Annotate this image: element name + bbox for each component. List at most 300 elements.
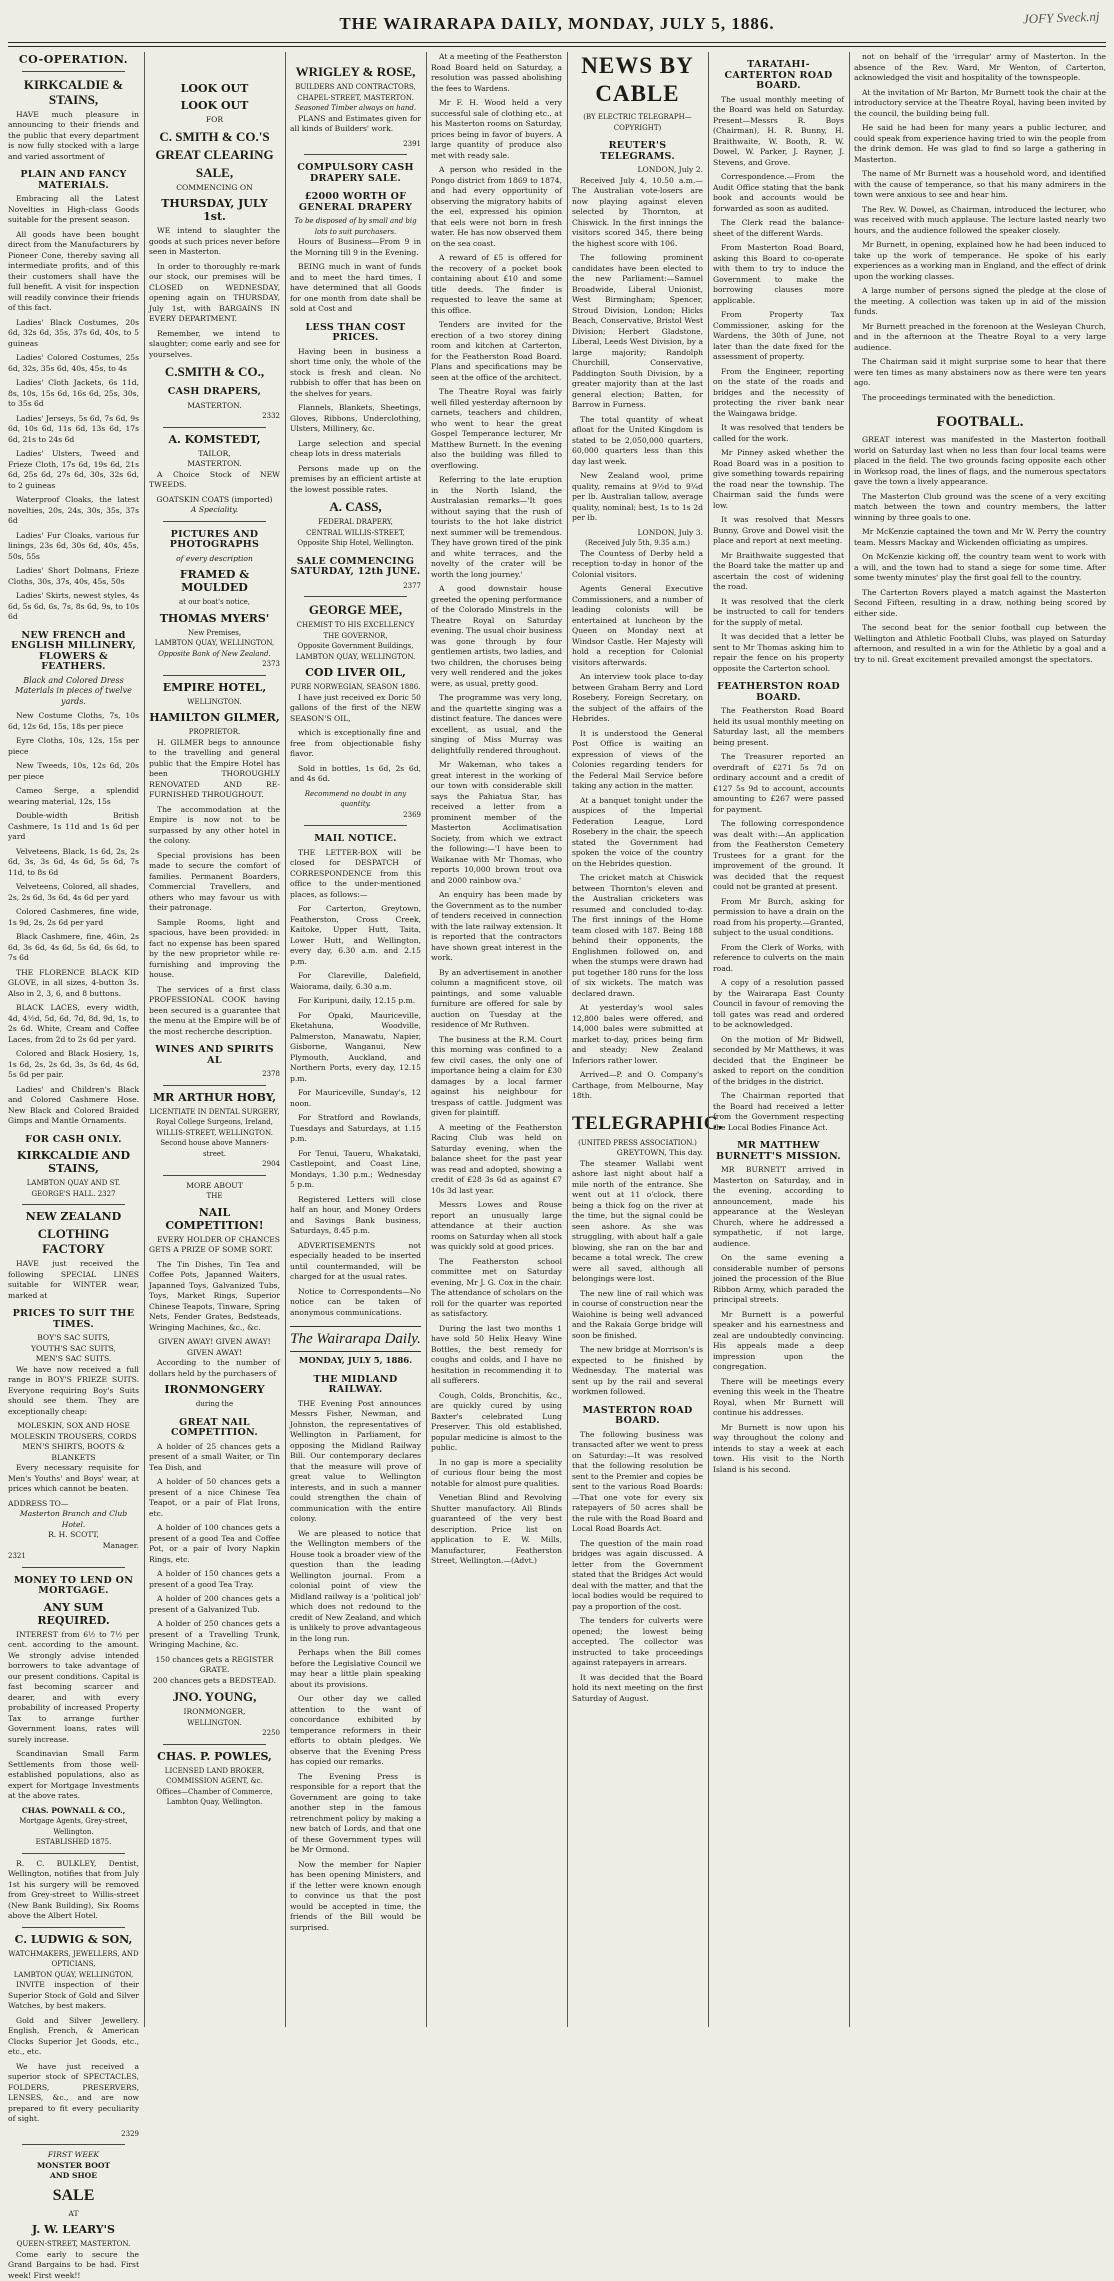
cable-text: New Zealand wool, prime quality, remains at 9½d to 9¼d per lb. Australian tallow, average quality, nominal; best, 1s to 1s 2d per lb.	[572, 471, 703, 524]
masthead-title: THE WAIRARAPA DAILY, MONDAY, JULY 5, 1886.	[8, 14, 1106, 42]
news-para: Venetian Blind and Revolving Shutter manufactory. All Blinds guaranteed of the very best description. Price list on application to E. W. Mills, Manufacturer, Featherston Street, Wellington.—(Advt.)	[431, 1493, 562, 1567]
commencing: COMMENCING ON	[149, 183, 280, 194]
news-para: Mr F. H. Wood held a very successful sale of clothing etc., at his Masterton rooms on Saturday, prices being in favor of buyers. A large quantity of produce also met with ready sale.	[431, 98, 562, 161]
mail-text-9: Registered Letters will close half an hour, and Money Orders and Savings Bank business, Saturdays, 8.45 p.m.	[290, 1195, 421, 1237]
news-para: Mr Wakeman, who takes a great interest in the working of our town with considerable skill says the Pahiatua Star, has received a letter from a prominent member of the Masterton Acclimatisation Society, from which we extract the following:—'I have been to Waikanae with Mr Thomas, who reports 10,000 brown trout ova and 2000 rainbow ova.'	[431, 760, 562, 886]
flannels: Flannels, Blankets, Sheetings, Gloves, Ribbons, Underclothing, Ulsters, Millinery, &c.	[290, 403, 421, 435]
fr-text: On the motion of Mr Bidwell, seconded by Mr Matthews, it was decided that the Engineer be asked to report on the condition of the bridges in the district.	[713, 1035, 844, 1088]
kirkcaldie-heading-2: KIRKCALDIE AND STAINS,	[8, 1149, 139, 1175]
column-4	[431, 52, 562, 2027]
chapel-street: CHAPEL-STREET, MASTERTON.	[290, 93, 421, 104]
price-item: Ladies' Skirts, newest styles, 4s 6d, 5s 6d, 6s, 7s, 8s 6d, 9s, to 10s 6d	[8, 591, 139, 623]
burnett-text: Mr Burnett is a powerful speaker and his earnestness and zeal are undoubtedly convincing. His appeals made a deep impression upon the congregation.	[713, 1310, 844, 1373]
news-para: Cough, Colds, Bronchitis, &c., are quickly cured by using Baxter's celebrated Lung Preserver. This old established, popular medicine is almost to the public.	[431, 1391, 562, 1454]
given-away-2: GIVEN AWAY!	[149, 1348, 280, 1359]
news-para: A good downstair house greeted the opening performance of the Colorado Minstrels in the Theatre Royal on Saturday evening. The usual choir business was gone through by four gentlemen artists, two ladies, and two children, the choruses being very well rendered and the jokes were, as usual, pretty good.	[431, 584, 562, 689]
rb-text: The tenders for culverts were opened; the lowest being accepted. The collector was instructed to take proceedings against ratepayers in arrears.	[572, 1616, 703, 1669]
taratahi-heading: TARATAHI-CARTERTON ROAD BOARD.	[713, 60, 844, 92]
rb-text: The following business was transacted after we went to press on Saturday:—It was resolved that the following resolution be sent to the Premier and copies be sent to the various Road Boards:—That one vote for every six ratepayers of 50 acres shall be the rule with the Road Board and Local Road Boards Act.	[572, 1430, 703, 1535]
licensed: LICENSED LAND BROKER,	[149, 1766, 280, 1777]
price-item: Black Cashmere, fine, 46in, 2s 6d, 3s 6d, 4s 6d, 5s 6d, 6s 6d, to 7s 6d	[8, 932, 139, 964]
football-text: GREAT interest was manifested in the Masterton football world on Saturday last when no less than four local teams were placed in the field. The two grounds facing opposite each other in Worksop road, the lines of flags, and the numerous spectators gave the town a lively appearance.	[854, 435, 1106, 488]
worth: £2000 WORTH OF GENERAL DRAPERY	[290, 192, 421, 213]
divider	[22, 1567, 125, 1568]
ironmonger: IRONMONGER,	[149, 1707, 280, 1718]
burnett-cont: The name of Mr Burnett was a household word, and identified with the cause of temperance, so that his many admirers in the town were anxious to see and hear him.	[854, 169, 1106, 201]
cass-opposite: Opposite Ship Hotel, Wellington.	[290, 538, 421, 549]
sale-commencing: SALE COMMENCING SATURDAY, 12th JUNE.	[290, 557, 421, 578]
price-item: Velveteens, Colored, all shades, 2s, 2s 6d, 3s 6d, 4s 6d per yard	[8, 882, 139, 903]
football-text: The Carterton Rovers played a match against the Masterton Second Fifteen, resulting in a draw, nothing being scored by either side.	[854, 588, 1106, 620]
fr-text: The Chairman reported that the Board had received a letter from the Government respecting the Local Bodies Finance Act.	[713, 1091, 844, 1133]
chemist: CHEMIST TO HIS EXCELLENCY THE GOVERNOR,	[290, 620, 421, 641]
burnett-cont: He said he had been for many years a public lecturer, and could speak from experience having tried to win the people from the drink demon. He was glad to find so large a gathering in Masterton.	[854, 123, 1106, 165]
price-item: Colored Cashmeres, fine wide, 1s 9d, 2s, 2s 6d per yard	[8, 907, 139, 928]
news-para: The business at the R.M. Court this morning was confined to a few civil cases, the only one of importance being a claim for £30 damages by a local farmer against his neighbour for trespass of cattle. Judgment was given for plaintiff.	[431, 1035, 562, 1119]
paper-date: MONDAY, JULY 5, 1886.	[290, 1356, 421, 1367]
glove-text: THE FLORENCE BLACK KID GLOVE, in all sizes, 4-button 3s. Also in 2, 3, 6, and 8 buttons.	[8, 968, 139, 1000]
mail-text-3: For Clareville, Dalefield, Waiorama, daily, 6.30 a.m.	[290, 971, 421, 992]
smith-heading-2: C.SMITH & CO.,	[149, 364, 280, 379]
moleskin-line-2: MOLESKIN TROUSERS, CORDS	[8, 1432, 139, 1443]
framed: FRAMED & MOULDED	[149, 568, 280, 594]
dress-materials: Black and Colored Dress Materials in pieces of twelve yards.	[8, 676, 139, 708]
scott-title: Manager.	[8, 1541, 139, 1552]
gilmer-text-5: The services of a first class PROFESSIONAL COOK having been secured is a guarantee that the menu at the Empire will be of the most recherche description.	[149, 985, 280, 1038]
holder-5: A holder of 200 chances gets a present of a Galvanized Tub.	[149, 1594, 280, 1615]
cable-text: The Countess of Derby held a reception to-day in honor of the Colonial visitors.	[572, 549, 703, 581]
adverts-2: Notice to Correspondents—No notice can be taken of anonymous communications.	[290, 1287, 421, 1319]
column-divider	[567, 52, 568, 2027]
tc-text: The usual monthly meeting of the Board was held on Saturday. Present—Messrs R. Boys (Chairman), H. R. Bunny, H. Braithwaite, W. Booth, R. W. Dowel, W. Parker, J. Rayner, J. Stevens, and Grove.	[713, 95, 844, 169]
compulsory: COMPULSORY CASH DRAPERY SALE.	[290, 163, 421, 184]
divider	[22, 1853, 125, 1854]
wines-number: 2378	[149, 1069, 280, 1080]
news-para: A person who resided in the Pongo district from 1869 to 1874, and had every opportunity of observing the migratory habits of the eel, expressed his opinion that eels were not born in fresh water. He has now observed them on the sea coast.	[431, 165, 562, 249]
seasoned: Seasoned Timber always on hand.	[290, 103, 421, 114]
mail-text-5: For Opaki, Mauriceville, Eketahuna, Woodville, Palmerston, Manawatu, Napier, Gisborne, Wanganui, New Plymouth, Auckland, and Northern Ports, every day, 12.15 p.m.	[290, 1011, 421, 1085]
tele-text: The new line of rail which was in course of construction near the Waiohine is being well advanced and the Rakaia Gorge bridge will soon be finished.	[572, 1289, 703, 1342]
divider	[22, 2144, 125, 2145]
george-opposite: Opposite Government Buildings,	[290, 641, 421, 652]
column-divider	[426, 52, 427, 2027]
recommend-number: 2369	[290, 810, 421, 821]
price-item: New Tweeds, 10s, 12s 6d, 20s per piece	[8, 761, 139, 782]
news-para: An enquiry has been made by the Government as to the number of tenders received in connection with the late railway extension. It is reported that the contractors have shown great interest in the work.	[431, 890, 562, 964]
lace-text: BLACK LACES, every width, 4d, 4½d, 5d, 6d, 7d, 8d, 9d, 1s, to 2s 6d. White, Cream and Coffee Laces, from 2d to 2s 6d per yard.	[8, 1003, 139, 1045]
greytown-date: GREYTOWN, This day.	[572, 1148, 703, 1159]
holder-2: A holder of 50 chances gets a present of a nice Chinese Tea Teapot, or a pair of Flat Irons, etc.	[149, 1477, 280, 1519]
masterton-rb-heading: MASTERTON ROAD BOARD.	[572, 1406, 703, 1427]
column-divider	[849, 52, 850, 2027]
masthead-rule-thin	[8, 46, 1106, 47]
news-para: Tenders are invited for the erection of a two storey dining room and kitchen at Carterton, for the Featherston Road Board. Plans and specifications may be seen at the office of the architect.	[431, 320, 562, 383]
cable-text: The total quantity of wheat afloat for the United Kingdom is stated to be 2,050,000 quarters, 60,000 quarters less than this day last week.	[572, 415, 703, 468]
mail-text-2: For Carterton, Greytown, Featherston, Cross Creek, Kaitoke, Upper Hutt, Taita, Lower Hutt, and Wellington, every day, 6.30 a.m. and 2.15 p.m.	[290, 904, 421, 967]
masterton-branch: Masterton Branch and Club Hotel.	[8, 1509, 139, 1530]
address-to: ADDRESS TO—	[8, 1499, 139, 1510]
disposed: To be disposed of by small and big lots to suit purchasers.	[290, 216, 421, 237]
at-label: AT	[8, 2209, 139, 2220]
cable-text: An interview took place to-day between Graham Berry and Lord Rosebery, Foreign Secretary, on the subject of the affairs of the Hebrides.	[572, 672, 703, 725]
column-3	[290, 52, 421, 2027]
burnett-cont: The proceedings terminated with the benediction.	[854, 393, 1106, 404]
divider	[163, 521, 266, 522]
midland-text-3: Perhaps when the Bill comes before the Legislative Council we may hear a little plain speaking about its provisions.	[290, 1648, 421, 1690]
offices: Offices—Chamber of Commerce, Lambton Quay, Wellington.	[149, 1787, 280, 1808]
tc-text: The Clerk read the balance-sheet of the different Wards.	[713, 218, 844, 239]
football-text: The second beat for the senior football cup between the Wellington and Athletic Football Clubs, was played on Saturday afternoon, and resulted in a win for the Athletic by a goal and a try to nil. Great excitement prevailed amongst the spectators.	[854, 623, 1106, 665]
midland-text-4: Our other day we called attention to the want of concordance exhibited by temperance reformers in their efforts to obtain pledges. We observe that the Evening Press has copied our remarks.	[290, 1694, 421, 1768]
commission: COMMISSION AGENT, &c.	[149, 1776, 280, 1787]
ludwig-sub: WATCHMAKERS, JEWELLERS, AND OPTICIANS,	[8, 1949, 139, 1970]
football-text: On McKenzie kicking off, the country team went to work with a will, and the town had to stand a siege for some time. After some twenty minutes' play the first goal fell to the country.	[854, 552, 1106, 584]
fr-text: The following correspondence was dealt with:—An application from the Featherston Cemetery Trustees for a grant for the improvement of the ground. It was decided that the request could not be granted at present.	[713, 819, 844, 893]
hamilton-gilmer: HAMILTON GILMER,	[149, 711, 280, 724]
midland-heading: THE MIDLAND RAILWAY.	[290, 1375, 421, 1396]
leary-heading: J. W. LEARY'S	[8, 2223, 139, 2236]
holder-3: A holder of 100 chances gets a present of a good Tea and Coffee Pot, or a pair of Ivory Napkin Rings, etc.	[149, 1523, 280, 1565]
young-number: 2250	[149, 1728, 280, 1739]
kirkcaldie-address: LAMBTON QUAY AND ST. GEORGE'S HALL. 2327	[8, 1178, 139, 1199]
shortest: at our boat's notice,	[149, 597, 280, 608]
mens-suits: MEN'S SAC SUITS.	[8, 1354, 139, 1365]
news-para: A meeting of the Featherston Racing Club was held on Saturday evening, when the balance sheet for the past year was read and adopted, showing a credit of £28 3s 6d as against £7 10s 3d last year.	[431, 1123, 562, 1197]
fr-text: The Featherston Road Board held its usual monthly meeting on Saturday last, all the members being present.	[713, 706, 844, 748]
news-para: The Featherston school committee met on Saturday evening, Mr J. G. Cox in the chair. The attendance of scholars on the roll for the quarter was reported as satisfactory.	[431, 1257, 562, 1320]
clothing-factory-heading: CLOTHING FACTORY	[8, 1226, 139, 1256]
cash-drapers: CASH DRAPERS,	[149, 387, 280, 398]
sale-word: SALE,	[149, 165, 280, 180]
proprietor: PROPRIETOR.	[149, 727, 280, 738]
burnett-cont: Mr Burnett, in opening, explained how he had been induced to take up the work of temperance. He spoke of his early experiences as a working man in England, and the effect of drink upon the working classes.	[854, 240, 1106, 282]
plain-fancy-heading: PLAIN AND FANCY MATERIALS.	[8, 170, 139, 191]
burnett-cont: The Rev. W. Dowel, as Chairman, introduced the lecturer, who was received with much applause. The lecture lasted nearly two hours, and the audience followed the speaker closely.	[854, 205, 1106, 237]
moleskin-line: MOLESKIN, SOX AND HOSE	[8, 1421, 139, 1432]
burnett-text: MR BURNETT arrived in Masterton on Saturday, and in the evening, according to announcement, made his appearance at the Wesleyan Church, where he addressed a sympathetic, if not large, audience.	[713, 1165, 844, 1249]
cass-number: 2377	[290, 581, 421, 592]
federal: FEDERAL DRAPERY,	[290, 517, 421, 528]
burnett-text: Mr Burnett is now upon his way throughout the colony and intends to stay a week at each town. His visit to the North Island is his second.	[713, 1423, 844, 1476]
mail-text-7: For Stratford and Rowlands, Tuesdays and Saturdays, at 1.15 p.m.	[290, 1113, 421, 1145]
having: Having been in business a short time only, the whole of the stock is fresh and clean. No rubbish to offer that has been on the shelves for years.	[290, 347, 421, 400]
bulkley-text: R. C. BULKLEY, Dentist, Wellington, notifies that from July 1st his surgery will be removed from Grey-street to Willis-street (New Bank Building), Six Rooms above the Albert Hotel.	[8, 1859, 139, 1922]
cable-text: The cricket match at Chiswick between Thornton's eleven and the Australian cricketers was resumed and concluded to-day. The first innings of the Home team closed with 187. Being 188 behind their opponents, the Englishmen followed on, and when the stumps were drawn had put together 180 runs for the loss of six wickets. The match was declared drawn.	[572, 873, 703, 999]
tc-text: From Property Tax Commissioner, asking for the Wardens, the 30th of June, not later than the date fixed for the assessment of property.	[713, 310, 844, 363]
speciality: A Speciality.	[149, 505, 280, 516]
crape-text: Ladies' and Children's Black and Colored Cashmere Hose. New Black and Colored Braided Gimps and Mantle Ornaments.	[8, 1085, 139, 1127]
factory-text-2: We have now received a full range in BOY'S FRIEZE SUITS. Everyone requiring Boy's Suits should see them. They are exceptionally cheap:	[8, 1365, 139, 1418]
money-heading: MONEY TO LEND ON MORTGAGE.	[8, 1576, 139, 1597]
boys-suits: BOY'S SAC SUITS,	[8, 1333, 139, 1344]
burnett-cont: At the invitation of Mr Barton, Mr Burnett took the chair at the introductory service at the Theatre Royal, having been invited by the council, the building being full.	[854, 88, 1106, 120]
look-out-2: LOOK OUT	[149, 99, 280, 112]
smith-heading: C. SMITH & CO.'S	[149, 129, 280, 144]
masterton-town: MASTERTON.	[149, 401, 280, 412]
embracing-text: Embracing all the Latest Novelties in High-class Goods suitable for the present season.	[8, 194, 139, 226]
thursday: THURSDAY, JULY 1st.	[149, 197, 280, 223]
burnett-text: There will be meetings every evening this week in the Theatre Royal, when Mr Burnett will continue his addresses.	[713, 1377, 844, 1419]
chances: 150 chances gets a REGISTER GRATE.	[149, 1655, 280, 1676]
divider	[163, 675, 266, 676]
tc-text: It was decided that a letter be sent to Mr Thomas asking him to repair the fence on his property opposite the Carterton school.	[713, 632, 844, 674]
tc-text: From the Engineer, reporting on the state of the roads and bridges and the necessity of protecting the river bank near the Waingawa bridge.	[713, 367, 844, 420]
hoby-text: LICENTIATE IN DENTAL SURGERY,	[149, 1107, 280, 1118]
price-item: Ladies' Ulsters, Tweed and Frieze Cloth, 17s 6d, 19s 6d, 21s 6d, 25s 6d, 27s 6d, 30s, 32s 6d, to 2 guineas	[8, 449, 139, 491]
powles-heading: CHAS. P. POWLES,	[149, 1750, 280, 1763]
tc-text: Mr Pinney asked whether the Road Board was in a position to give something towards repairing the road near the township. The Chairman said the funds were low.	[713, 448, 844, 511]
first-week: FIRST WEEK	[8, 2150, 139, 2161]
rb-text: It was decided that the Board hold its next meeting on the first Saturday of August.	[572, 1673, 703, 1705]
sold: Sold in bottles, 1s 6d, 2s 6d, and 4s 6d.	[290, 764, 421, 785]
column-divider	[708, 52, 709, 2027]
football-text: Mr McKenzie captained the town and Mr W. Perry the country team. Messrs Mackay and Wickenden officiating as umpires.	[854, 527, 1106, 548]
cod-text: I have just received ex Doric 50 gallons of the first of the NEW SEASON'S OIL,	[290, 693, 421, 725]
being: BEING much in want of funds and to meet the hard times, I have determined that all Goods for one month from date shall be sold at Cost and	[290, 262, 421, 315]
news-para: In no gap is more a speciality of curious flour being the most notable for almost pure qualities.	[431, 1458, 562, 1490]
cable-text: At a banquet tonight under the auspices of the Imperial Federation League, Lord Rosebery in the chair, the speech stated the Government had spoken the voice of the country on the Hebrides question.	[572, 796, 703, 870]
scott-number: 2321	[8, 1551, 139, 1562]
myers-number: 2373	[149, 659, 280, 670]
news-para: A reward of £5 is offered for the recovery of a pocket book containing about £10 and some title deeds. The finder is requested to leave the same at this office.	[431, 253, 562, 316]
football-text: The Masterton Club ground was the scene of a very exciting match between the town and country members, the latter winning by three goals to one.	[854, 492, 1106, 524]
price-item: Velveteens, Black, 1s 6d, 2s, 2s 6d, 3s, 3s 6d, 4s 6d, 5s 6d, 7s 11d, to 8s 6d	[8, 847, 139, 879]
holder-6: A holder of 250 chances gets a present of a Travelling Trunk, Wringing Machine, &c.	[149, 1619, 280, 1651]
empire-town: WELLINGTON.	[149, 697, 280, 708]
news-by-cable-heading: NEWS BY CABLE	[572, 52, 703, 108]
price-item: Cameo Serge, a splendid wearing material, 12s, 15s	[8, 786, 139, 807]
pictures: PICTURES AND PHOTOGRAPHS	[149, 530, 280, 551]
chances-2: 200 chances gets a BEDSTEAD.	[149, 1676, 280, 1687]
cable-text: It is understood the General Post Office is waiting an expression of views of the Colonies regarding tenders for the Federal Mail Service before taking any action in the matter.	[572, 729, 703, 792]
lambton: LAMBTON QUAY, WELLINGTON,	[149, 638, 280, 649]
in-order: In order to thoroughly re-mark our stock, our premises will be CLOSED on WEDNESDAY, opening again on THURSDAY, July 1st, with BARGAINS IN EVERY DEPARTMENT.	[149, 262, 280, 325]
tc-text: From Masterton Road Board, asking this Board to co-operate with them to try to induce the Government to make the borrowing clauses more applicable.	[713, 243, 844, 306]
recommend: Recommend no doubt in any quantity.	[290, 789, 421, 810]
komstedt: A. KOMSTEDT,	[149, 433, 280, 446]
millinery-heading: NEW FRENCH and ENGLISH MILLINERY, FLOWERS & FEATHERS.	[8, 631, 139, 673]
column-divider	[285, 52, 286, 2027]
column-divider	[144, 52, 145, 2027]
burnett-cont: not on behalf of the 'irregular' army of Masterton. In the absence of the Rev. Ward, Mr Wenton, of Carterton, acknowledged the visit and hospitality of the townspeople.	[854, 52, 1106, 84]
column-1	[8, 52, 139, 2027]
great-nail: GREAT NAIL COMPETITION.	[149, 1418, 280, 1439]
paper-name: The Wairarapa Daily.	[290, 1326, 421, 1352]
great-clearing: GREAT CLEARING	[149, 147, 280, 162]
george-mee: GEORGE MEE,	[290, 602, 421, 617]
london-date: LONDON, July 2.	[572, 165, 703, 176]
less-than-cost: LESS THAN COST PRICES.	[290, 323, 421, 344]
fr-text: From the Clerk of Works, with reference to culverts on the main road.	[713, 943, 844, 975]
divider	[22, 71, 125, 72]
ludwig-text-3: We have just received a superior stock of SPECTACLES, FOLDERS, PRESERVERS, LENSES, &c., and are now prepared to fit every peculiarity of sight.	[8, 2062, 139, 2125]
evening-text: The Evening Press is responsible for a report that the Government are going to take another step in the famous retrenchment policy by making a new batch of Lords, and that one of these Government types will be Mr Ormond.	[290, 1772, 421, 1856]
featherston-heading: FEATHERSTON ROAD BOARD.	[713, 682, 844, 703]
evening-text-2: Now the member for Napier has been opening Ministers, and if the letter were known enough to convince us that the post would be accepted in time, the friends of the Bill would be surprised.	[290, 1860, 421, 1934]
divider	[304, 825, 407, 826]
more-about: MORE ABOUT	[149, 1181, 280, 1192]
price-item: Ladies' Jerseys, 5s 6d, 7s 6d, 9s 6d, 10s 6d, 11s 6d, 13s 6d, 17s 6d, 21s to 24s 6d	[8, 414, 139, 446]
received: (Received July 5th, 9.35 a.m.)	[572, 538, 703, 549]
gilmer-text: H. GILMER begs to announce to the travelling and general public that the Empire Hotel has been THOROUGHLY RENOVATED AND RE-FURNISHED THROUGHOUT.	[149, 738, 280, 801]
every-holder: EVERY HOLDER OF CHANCES GETS A PRIZE OF SOME SORT.	[149, 1235, 280, 1256]
press-association: (UNITED PRESS ASSOCIATION.)	[572, 1138, 703, 1149]
fr-text: From Mr Burch, asking for permission to have a drain on the road from his property.—Granted, subject to the usual conditions.	[713, 897, 844, 939]
kirkcaldie-heading: KIRKCALDIE & STAINS,	[8, 77, 139, 107]
divider	[163, 427, 266, 428]
burnett-cont: A large number of persons signed the pledge at the close of the meeting. A collection was taken up in aid of the mission funds.	[854, 286, 1106, 318]
cable-text: The following prominent candidates have been elected to the new Parliament:—Samuel Broadwide, Liberal Unionist, West Birmingham; Spencer, Stroud Division, London; Hicks Beach, Conservative, Bristol West Division; Herbert Gladstone, Liberal, Leeds West Division, by a large majority; Randolph Churchill, Conservative, Paddington South Division, by a greater majority than at the last general election; Batten, for Barrow in Furness.	[572, 253, 703, 411]
column-2	[149, 52, 280, 2027]
boots-line: MEN'S SHIRTS, BOOTS & BLANKETS	[8, 1442, 139, 1463]
tailor: TAILOR,	[149, 449, 280, 460]
mail-notice: MAIL NOTICE.	[290, 834, 421, 845]
large-selection: Large selection and special cheap lots in dress materials	[290, 439, 421, 460]
wrigley-heading: WRIGLEY & ROSE,	[290, 64, 421, 79]
factory-text-3: Every necessary requisite for Men's Youths' and Boys' wear, at prices which cannot be beaten.	[8, 1463, 139, 1495]
during: during the	[149, 1399, 280, 1410]
george-address: LAMBTON QUAY, WELLINGTON.	[290, 652, 421, 663]
mail-text: THE LETTER-BOX will be closed for DESPATCH of CORRESPONDENCE from this office to the under-mentioned places, as follows:—	[290, 848, 421, 901]
telegraphic-heading: TELEGRAPHIC.	[572, 1112, 703, 1136]
price-item: Eyre Cloths, 10s, 12s, 15s per piece	[8, 736, 139, 757]
cable-sub: (BY ELECTRIC TELEGRAPH—COPYRIGHT)	[572, 112, 703, 133]
price-item: Ladies' Colored Costumes, 25s 6d, 32s, 35s 6d, 40s, 45s, to 4s	[8, 353, 139, 374]
divider	[22, 1204, 125, 1205]
fr-text: The Treasurer reported an overdraft of £271 5s 7d on ordinary account and a credit of £127 5s 9d to account, accounts amounting to £267 were passed for payment.	[713, 752, 844, 815]
price-list-2	[8, 711, 139, 964]
news-para: Messrs Lowes and Rouse report an unusually large attendance at their auction rooms on Saturday when all stock was quickly sold at good prices.	[431, 1200, 562, 1253]
coop-heading: CO-OPERATION.	[8, 55, 139, 66]
burnett-cont: Mr Burnett preached in the forenoon at the Wesleyan Church, and in the afternoon at the Theatre Royal to a very large audience.	[854, 322, 1106, 354]
prices-suit-heading: PRICES TO SUIT THE TIMES.	[8, 1309, 139, 1330]
tele-text: The steamer Wallabi went ashore last night about half a mile north of the entrance. She went out at 11 o'clock, there being a thick fog on the river at the time, but the signal could be seen ashore. As she was struggling, with about half a gale blowing, she ran on the bar and became a total wreck. The crew were all saved, although all belongings were lost.	[572, 1159, 703, 1285]
premises: New Premises,	[149, 628, 280, 639]
empire-hotel: EMPIRE HOTEL,	[149, 681, 280, 694]
pownall-sub: Mortgage Agents, Grey-street, Wellington.	[8, 1816, 139, 1837]
goatskin: GOATSKIN COATS (imported)	[149, 495, 280, 506]
price-item: New Costume Cloths, 7s, 10s 6d, 12s 6d, 15s, 18s per piece	[8, 711, 139, 732]
rb-text: The question of the main road bridges was again discussed. A letter from the Government stated that the Bridges Act would deal with the matter, and that the local bodies would be required to pay a proportion of the cost.	[572, 1539, 703, 1613]
central: CENTRAL WILLIS-STREET,	[290, 528, 421, 539]
news-para: At a meeting of the Featherston Road Board held on Saturday, a resolution was passed abolishing the fees to Wardens.	[431, 52, 562, 94]
holder-1: A holder of 25 chances gets a present of a small Waiter, or Tin Tea Dish, and	[149, 1442, 280, 1474]
ludwig-address: LAMBTON QUAY, WELLINGTON,	[8, 1970, 139, 1981]
tc-text: Correspondence.—From the Audit Office stating that the bank book and accounts would be forwarded as soon as audited.	[713, 172, 844, 214]
mail-text-6: For Mauriceville, Sunday's, 12 noon.	[290, 1088, 421, 1109]
midland-text: THE Evening Post announces Messrs Fisher, Newman, and Johnston, the representatives of Wellington in Parliament, for opposing the Midland Railway Bill. Our contemporary declares that the measure will prove of great value to Wellington interests, and in such a manner could strengthen the chain of communication with the entire colony.	[290, 1399, 421, 1525]
cable-text: Received July 4, 10.50 a.m.—The Australian vote-losers are now playing against eleven selected by Thornton, at Chiswick. In the first innings the visitors scored 345, there being the highest score with 106.	[572, 176, 703, 250]
gilmer-text-4: Sample Rooms, light and spacious, have been provided: in fact no expense has been spared by the new proprietor while re-furnishing and improving the house.	[149, 918, 280, 981]
mail-text-4: For Kuripuni, daily, 12.15 p.m.	[290, 996, 421, 1007]
hoby-number: 2904	[149, 1159, 280, 1170]
divider	[163, 1175, 266, 1176]
money-text: INTEREST from 6½ to 7½ per cent. according to the amount. We strongly advise intended borrowers to take advantage of our present conditions. Capital is fast becoming scarcer and dearer, and with every probability of increased Property Tax to arrange further Government loans, rates will surely increase.	[8, 1630, 139, 1746]
cash-only-heading: FOR CASH ONLY.	[8, 1135, 139, 1146]
reuters-heading: REUTER'S TELEGRAMS.	[572, 141, 703, 162]
news-para: The programme was very long, and the quartette singing was a distinct feature. The dances were excellent, as usual, and the singing of Miss Murray was delightfully rendered throughout.	[431, 693, 562, 756]
scott-name: R. H. SCOTT,	[8, 1530, 139, 1541]
persons: Persons made up on the premises by an efficient artiste at the lowest possible rates.	[290, 464, 421, 496]
mail-text-8: For Tenui, Taueru, Whakataki, Castlepoint, and Coast Line, Mondays, 1.30 p.m.; Wednesday 5 p.m.	[290, 1149, 421, 1191]
tc-text: Mr Braithwaite suggested that the Board take the matter up and ascertain the cost of widening the road.	[713, 551, 844, 593]
nail-the: THE	[149, 1191, 280, 1202]
hoby-heading: MR ARTHUR HOBY,	[149, 1091, 280, 1104]
price-item: Double-width British Cashmere, 1s 11d and 1s 6d per yard	[8, 811, 139, 843]
column-6	[713, 52, 844, 2027]
young-town: WELLINGTON.	[149, 1718, 280, 1729]
nz-heading: NEW ZEALAND	[8, 1210, 139, 1223]
every-desc: of every description	[149, 554, 280, 565]
midland-text-2: We are pleased to notice that the Wellington members of the House took a broader view of the question than the leading Wellington journal. From a colonial point of view the Midland railway is a 'political job' which does not redound to the credit of New Zealand, and which is unlikely to prove advantageous in the long run.	[290, 1529, 421, 1645]
wines: WINES AND SPIRITS AL	[149, 1045, 280, 1066]
kirkcaldie-intro: HAVE much pleasure in announcing to their friends and the public that every department is now fully stocked with a large and varied assortment of	[8, 110, 139, 163]
news-para: During the last two months 1 have sold 50 Helix Heavy Wine Bottles, the best remedy for coughs and colds, and I have no hesitation in recommending it to all sufferers.	[431, 1324, 562, 1387]
masthead-tag: JOFY Sveck.nj	[1023, 9, 1100, 28]
cable-text: Arrived—P. and O. Company's Carthage, from Melbourne, May 18th.	[572, 1070, 703, 1102]
according: According to the number of dollars held by the purchasers of	[149, 1358, 280, 1379]
and-shoe: AND SHOE	[8, 2171, 139, 2182]
holder-4: A holder of 150 chances gets a present of a good Tea Tray.	[149, 1569, 280, 1590]
london-date-2: LONDON, July 3.	[572, 528, 703, 539]
established: ESTABLISHED 1875.	[8, 1837, 139, 1848]
pownall-name: CHAS. POWNALL & CO.,	[8, 1806, 139, 1817]
burnett-cont: The Chairman said it might surprise some to hear that there were ten times as many abstainers now as there were ten years ago.	[854, 357, 1106, 389]
column-7	[854, 52, 1106, 2027]
news-para: The Theatre Royal was fairly well filled yesterday afternoon by carnets, teachers and children, who went to hear the great Gospel Temperance lecturer, Mr Matthew Burnett. In the evening also the building was filled to overflowing.	[431, 387, 562, 471]
hours: Hours of Business—From 9 in the Morning till 9 in the Evening.	[290, 237, 421, 258]
cod-liver-oil: COD LIVER OIL,	[290, 666, 421, 679]
masthead-rule	[8, 42, 1106, 43]
tailor-text: A Choice Stock of NEW TWEEDS.	[149, 470, 280, 491]
news-para: Referring to the late eruption in the North Island, the Australasian remarks—'It goes without saying that the rush of tourists to the hot lake district next summer will be tremendous. They have grown tired of the pink and white terraces, and the novelty of the crater will be worth the long journey.'	[431, 475, 562, 580]
divider	[163, 1744, 266, 1745]
money-text-2: Scandinavian Small Farm Settlements from those well-established populations, also as expert for Mortgage Investments at the above rates.	[8, 1749, 139, 1802]
given-away: GIVEN AWAY! GIVEN AWAY!	[149, 1337, 280, 1348]
column-5	[572, 52, 703, 2027]
youths-suits: YOUTH'S SAC SUITS,	[8, 1344, 139, 1355]
opposite: Opposite Bank of New Zealand.	[149, 649, 280, 660]
cable-text: Agents General Executive Commissioners, and a number of leading colonists will be entertained at luncheon by the Queen on Monday next at Windsor Castle. Her Majesty will hold a reception for Colonial visitors afterwards.	[572, 584, 703, 668]
goods-text: All goods have been bought direct from the Manufacturers by Pioneer Cone, thereby saving all intermediate profits, and of this their customers shall have the full benefit. A visit for inspection will readily convince their friends of this fact.	[8, 230, 139, 314]
we-intend: WE intend to slaughter the goods at such prices never before seen in Masterton.	[149, 226, 280, 258]
burnett-heading: MR MATTHEW BURNETT'S MISSION.	[713, 1141, 844, 1162]
ludwig-number: 2329	[8, 2129, 139, 2140]
gilmer-text-3: Special provisions has been made to secure the comfort of families. Permanent Boarders, Commercial Travellers, and others who may favour us with their patronage.	[149, 851, 280, 914]
tele-text: The new bridge at Morrison's is expected to be finished by Wednesday. The material was sent up by the rail and several workmen followed.	[572, 1345, 703, 1398]
ludwig-text: INVITE inspection of their Superior Stock of Gold and Silver Watches, by best makers.	[8, 1980, 139, 2012]
gilmer-text-2: The accommodation at the Empire is now not to be surpassed by any other hotel in the colony.	[149, 805, 280, 847]
plans: PLANS and Estimates given for all kinds of Builders' work.	[290, 114, 421, 135]
price-item: Ladies' Short Dolmans, Frieze Cloths, 30s, 37s, 40s, 45s, 50s	[8, 566, 139, 587]
hoby-text-3: Second house above Manners-street.	[149, 1138, 280, 1159]
price-item: Ladies' Fur Cloaks, various fur linings, 23s 6d, 30s 6d, 40s, 45s, 50s, 55s	[8, 531, 139, 563]
price-item: Waterproof Cloaks, the latest novelties, 20s, 24s, 30s, 35s, 37s 6d	[8, 495, 139, 527]
divider	[163, 1085, 266, 1086]
hoby-address: WILLIS-STREET, WELLINGTON.	[149, 1128, 280, 1139]
hose-text: Colored and Black Hosiery, 1s, 1s 6d, 2s, 2s 6d, 3s, 3s 6d, 4s 6d, 5s 6d per pair.	[8, 1049, 139, 1081]
pure-norwegian: PURE NORWEGIAN, SEASON 1886.	[290, 682, 421, 693]
look-out: LOOK OUT	[149, 82, 280, 95]
monster-boot: MONSTER BOOT	[8, 2161, 139, 2172]
cod-text-2: which is exceptionally fine and free from objectionable fishy flavor.	[290, 728, 421, 760]
divider	[304, 154, 407, 155]
any-sum-heading: ANY SUM REQUIRED.	[8, 1601, 139, 1627]
factory-text: HAVE just received the following SPECIAL LINES suitable for WINTER wear, marked at	[8, 1259, 139, 1301]
tc-text: It was resolved that the clerk be instructed to call for tenders for the supply of metal.	[713, 597, 844, 629]
football-heading: FOOTBALL.	[854, 413, 1106, 431]
ludwig-heading: C. LUDWIG & SON,	[8, 1933, 139, 1946]
